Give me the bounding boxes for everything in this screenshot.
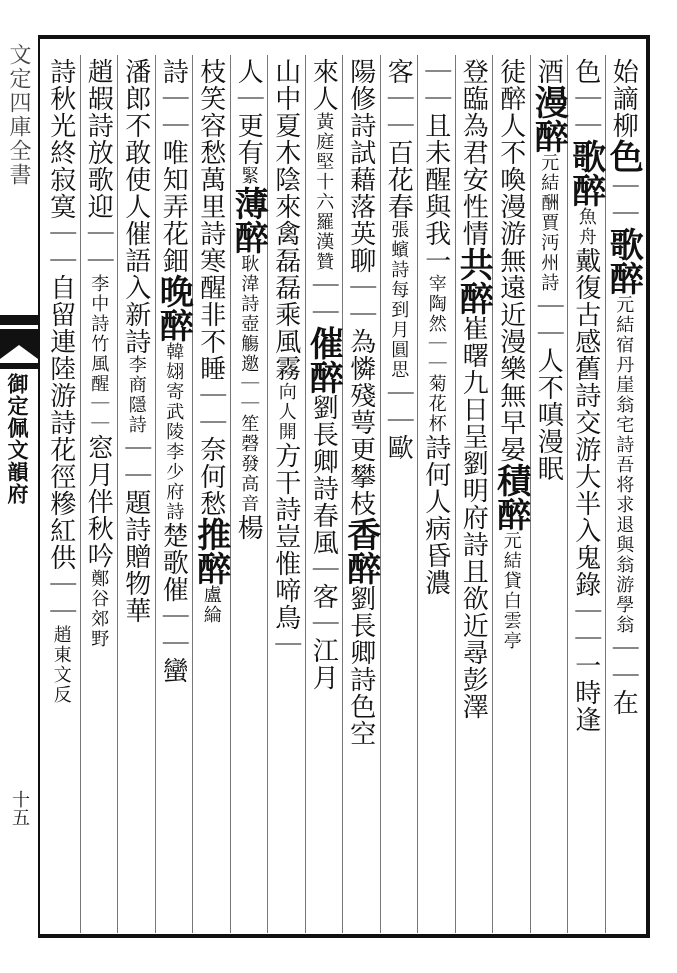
annotation-text: 緊 <box>238 166 260 186</box>
headword: 色 <box>603 139 644 173</box>
text-column <box>528 58 569 928</box>
body-text: 窓月伴秋吟 <box>83 434 114 569</box>
body-text: 楚歌催｜｜蠻 <box>158 522 189 684</box>
body-text: 客｜｜百花春 <box>383 58 414 220</box>
text-column <box>119 58 153 928</box>
body-text: 登臨為君安性情 <box>458 58 489 247</box>
headword: 推醉 <box>190 517 231 585</box>
body-text: ｜｜在 <box>608 635 639 716</box>
body-text: 語入新詩 <box>120 247 151 355</box>
margin-header-text: 文定四庫全書 <box>6 43 31 187</box>
page-frame-right <box>646 35 650 938</box>
fish-tail-ornament <box>0 315 38 371</box>
body-text: 方干詩豈惟啼鳥｜ <box>270 442 301 658</box>
body-text: ｜｜人不嗔漫眠 <box>533 293 564 482</box>
body-text: 詩秋光終寂寞｜｜自留連陸游詩花徑糝紅供｜｜ <box>45 58 76 625</box>
headword: 薄醉 <box>228 186 269 254</box>
annotation-text: 李中詩竹風醒｜｜ <box>88 274 110 434</box>
body-text: 楊 <box>233 514 264 541</box>
text-column <box>303 58 344 928</box>
annotation-text: 李商隱詩 <box>125 355 147 435</box>
text-column <box>565 58 606 928</box>
text-column <box>190 58 231 928</box>
body-text: ｜｜且未醒與我一 <box>420 58 451 274</box>
body-text: ｜｜ <box>608 173 639 227</box>
headword: 晚醉 <box>153 274 194 342</box>
book-title: 御定佩文韻府 <box>5 373 30 505</box>
annotation-text: 盧綸 <box>200 585 222 625</box>
text-column <box>153 58 194 928</box>
text-column <box>453 58 494 928</box>
body-text: 枝笑容愁 <box>195 58 226 166</box>
headword: 漫醉 <box>528 85 569 153</box>
text-column <box>603 58 644 928</box>
body-text: 趙嘏詩放歌迎｜｜ <box>83 58 114 274</box>
text-column <box>228 58 269 928</box>
text-column <box>340 58 381 928</box>
body-text: 山中夏木陰來禽磊磊乘風霧 <box>270 58 301 382</box>
headword: 香醉 <box>340 517 381 585</box>
page-frame-bottom <box>38 934 650 938</box>
text-column <box>269 58 303 928</box>
body-text: 劉長卿詩春風｜客｜江月 <box>308 394 339 691</box>
text-column <box>81 58 115 928</box>
annotation-text: 向人開 <box>275 382 297 442</box>
annotation-text: 元結宿丹崖翁宅詩吾将求退與翁游學翁 <box>613 295 635 635</box>
annotation-text: 黃庭堅十六羅漢贊 <box>313 112 335 272</box>
headword: 歌醉 <box>565 139 606 207</box>
body-text: 潘郎不敢使人催 <box>120 58 151 247</box>
headword: 積醉 <box>490 463 531 531</box>
body-text: 萬里詩寒醒非不睡｜｜奈何愁 <box>195 166 226 517</box>
text-column <box>44 58 78 928</box>
annotation-text: 魚舟 <box>575 207 597 247</box>
body-text: ｜｜ <box>308 272 339 326</box>
body-text: ｜｜題詩贈物華 <box>120 435 151 624</box>
annotation-text: 鄭谷郊野 <box>88 569 110 649</box>
body-text: 徒醉人不喚漫游無遠近漫樂無早晏 <box>495 58 526 463</box>
body-text: 詩｜｜唯知弄花鈿 <box>158 58 189 274</box>
body-text: 詩何人病昏濃 <box>420 434 451 596</box>
body-text: 酒 <box>533 58 564 85</box>
margin-strip <box>0 35 38 938</box>
text-column <box>419 58 453 928</box>
page-frame-left <box>38 35 40 938</box>
body-text: ｜｜歐 <box>383 380 414 461</box>
annotation-text: 元結貸白雲亭 <box>500 531 522 651</box>
annotation-text: 耿湋詩壺觴邀｜｜笙磬發高音 <box>238 254 260 514</box>
headword: 共醉 <box>453 247 494 315</box>
text-column <box>490 58 531 928</box>
body-text: 戴復古感舊詩交游大半入鬼錄｜｜一時逢 <box>570 247 601 733</box>
annotation-text: 韓翃寄武陵李少府詩 <box>163 342 185 522</box>
body-text: 陽修詩試藉落英聊｜｜為憐殘萼更攀枝 <box>345 58 376 517</box>
text-column <box>381 58 415 928</box>
annotation-text: 元結酬賈沔州詩 <box>538 153 560 293</box>
body-text: 人｜更有 <box>233 58 264 166</box>
page-number: 十五 <box>9 790 30 826</box>
annotation-text: 趙東文反 <box>50 625 72 705</box>
page-frame-top <box>38 35 650 39</box>
body-text: 始謫柳 <box>608 58 639 139</box>
headword: 催醉 <box>303 326 344 394</box>
body-text: 色｜｜ <box>570 58 601 139</box>
annotation-text: 宰陶然｜｜菊花杯 <box>425 274 447 434</box>
body-text: 劉長卿詩色空 <box>345 585 376 747</box>
headword: 歌醉 <box>603 227 644 295</box>
annotation-text: 張蠙詩每到月圓思 <box>388 220 410 380</box>
body-text: 崔曙九日呈劉明府詩且欲近尋彭澤 <box>458 315 489 720</box>
body-text: 來人 <box>308 58 339 112</box>
